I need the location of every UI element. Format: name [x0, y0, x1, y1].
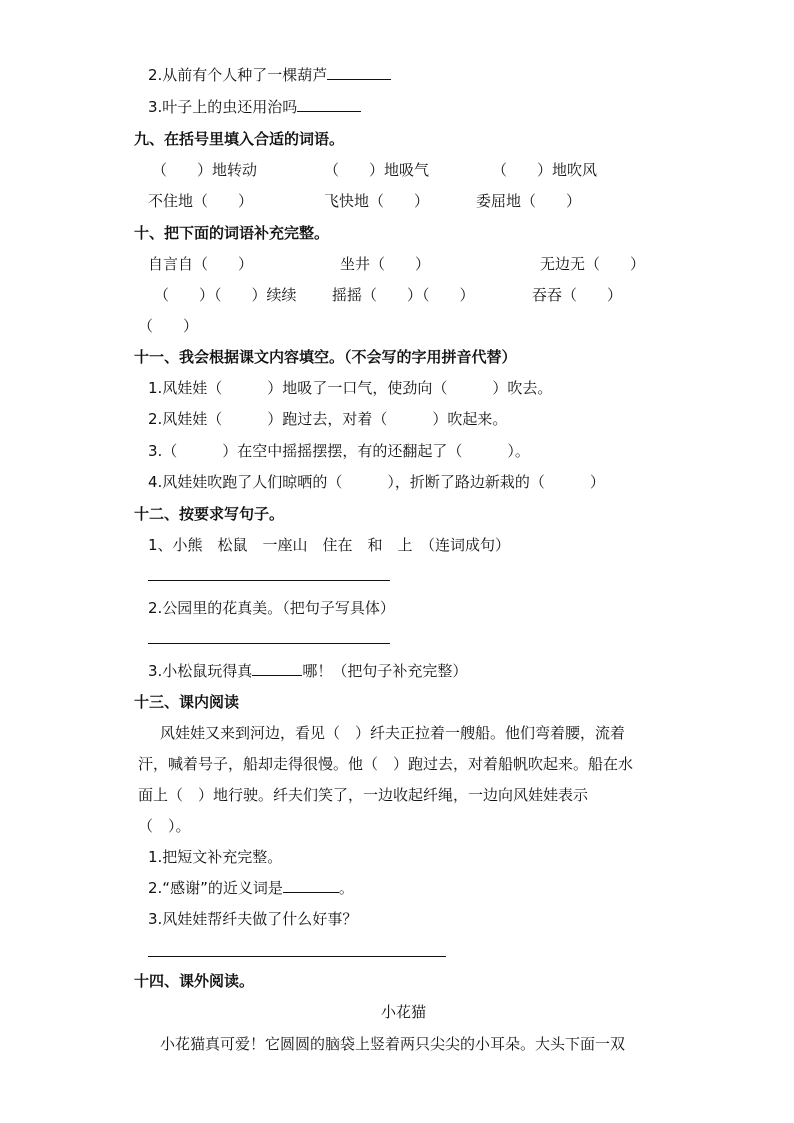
sec13-passage-line-1: 风娃娃又来到河边，看见（ ）纤夫正拉着一艘船。他们弯着腰，流着 [160, 724, 626, 742]
sec11-item-4: 4.风娃娃吹跑了人们晾晒的（ ），折断了路边新栽的（ ） [148, 473, 605, 491]
sec13-question-3: 3.风娃娃帮纤夫做了什么好事？ [148, 910, 358, 928]
sec10-heading: 十、把下面的词语补充完整。 [134, 224, 330, 242]
answer-line[interactable] [148, 956, 446, 957]
sec12-item-1: 1、小熊 松鼠 一座山 住在 和 上 （连词成句） [148, 536, 511, 554]
sec8-item-3: 3.叶子上的虫还用治吗 [148, 96, 361, 118]
sec10-r3: （ ） [138, 317, 199, 335]
sec10-r2-c2: 摇摇（ ）（ ） [332, 286, 475, 304]
answer-blank[interactable] [297, 97, 361, 112]
sec11-item-2: 2.风娃娃（ ）跑过去，对着（ ）吹起来。 [148, 410, 508, 428]
sec11-heading: 十一、我会根据课文内容填空。（不会写的字用拼音代替） [134, 348, 517, 366]
sec10-r2-c1: （ ）（ ）续续 [154, 286, 297, 304]
sec11-item-1: 1.风娃娃（ ）地吸了一口气，使劲向（ ）吹去。 [148, 379, 553, 397]
answer-blank[interactable] [283, 878, 339, 893]
sec9-r1-c1: （ ）地转动 [152, 161, 258, 179]
sec13-heading: 十三、课内阅读 [134, 693, 240, 711]
sec13-question-1: 1.把短文补充完整。 [148, 848, 283, 866]
sec13-passage-line-4: （ ）。 [138, 817, 191, 835]
answer-blank[interactable] [252, 661, 302, 676]
sec12-heading: 十二、按要求写句子。 [134, 505, 285, 523]
answer-blank[interactable] [327, 65, 391, 80]
sec12-item-3: 3.小松鼠玩得真 哪！（把句子补充完整） [148, 662, 468, 680]
sec8-item-2: 2.从前有个人种了一棵葫芦 [148, 64, 391, 86]
sec10-r1-c2: 坐井（ ） [340, 255, 431, 273]
answer-line[interactable] [148, 643, 390, 644]
answer-line[interactable] [148, 580, 390, 581]
sec13-passage-line-3: 面上（ ）地行驶。纤夫们笑了，一边收起纤绳，一边向风娃娃表示 [138, 786, 589, 804]
sec10-r2-c3: 吞吞（ ） [532, 286, 623, 304]
sec10-r1-c1: 自言自（ ） [148, 255, 254, 273]
sec9-r2-c2: 飞快地（ ） [324, 192, 430, 210]
sec9-r2-c3: 委屈地（ ） [476, 192, 582, 210]
sec14-heading: 十四、课外阅读。 [134, 972, 255, 990]
sec9-heading: 九、在括号里填入合适的词语。 [134, 130, 345, 148]
sec12-item-2: 2.公园里的花真美。（把句子写具体） [148, 599, 395, 617]
sec14-passage-line-1: 小花猫真可爱！它圆圆的脑袋上竖着两只尖尖的小耳朵。大头下面一双 [160, 1035, 626, 1053]
story-title: 小花猫 [381, 1003, 427, 1021]
sec9-r1-c2: （ ）地吸气 [324, 161, 430, 179]
sec11-item-3: 3.（ ）在空中摇摇摆摆，有的还翻起了（ ）。 [148, 442, 530, 460]
sec9-r1-c3: （ ）地吹风 [492, 161, 598, 179]
sec10-r1-c3: 无边无（ ） [540, 255, 646, 273]
sec13-passage-line-2: 汗，喊着号子，船却走得很慢。他（ ）跑过去，对着船帆吹起来。船在水 [138, 755, 634, 773]
sec9-r2-c1: 不住地（ ） [148, 192, 254, 210]
sec13-question-2: 2.“感谢”的近义词是 。 [148, 879, 354, 897]
